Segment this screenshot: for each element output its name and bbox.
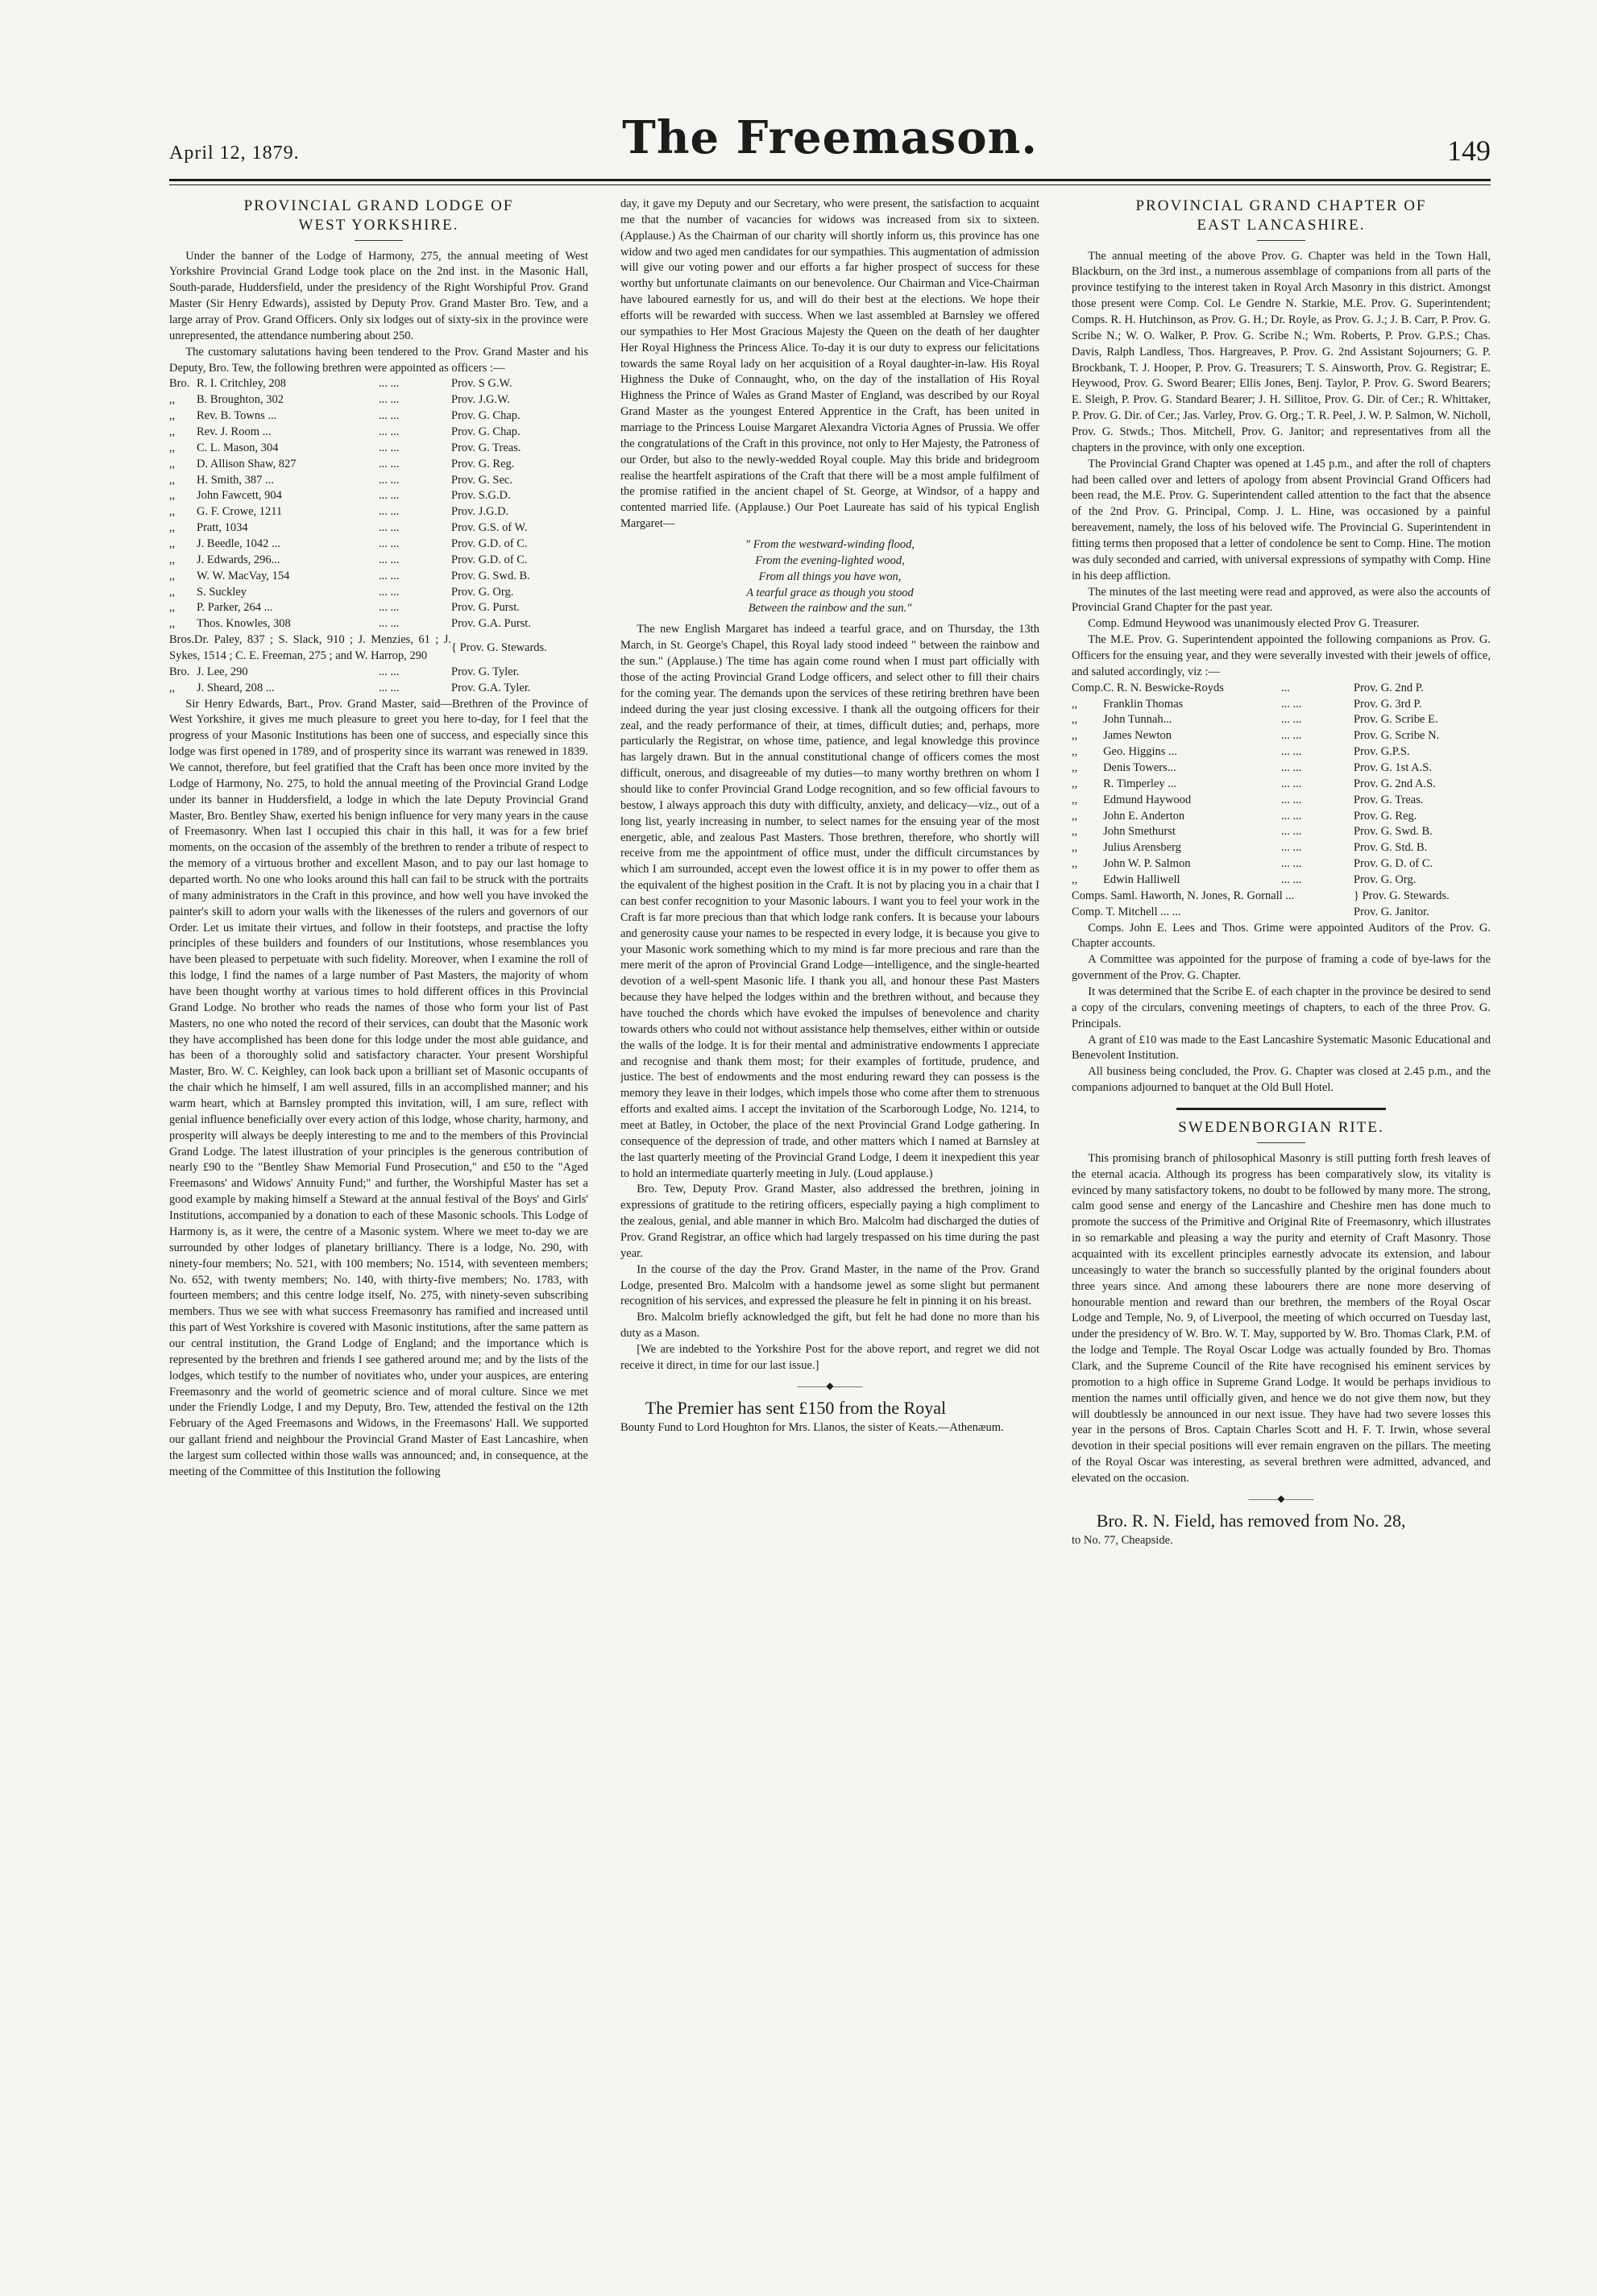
officer-name: P. Parker, 264 ... <box>197 601 273 615</box>
leader-dots: ... ... <box>379 457 400 470</box>
officer-name: J. Beedle, 1042 ... <box>197 537 280 550</box>
column-3 <box>1072 197 1491 2259</box>
officer-prefix: ,, <box>169 425 176 438</box>
officer-name: Julius Arensberg <box>1103 841 1181 855</box>
news-item: to No. 77, Cheapside. <box>1072 1533 1173 1547</box>
leader-dots: ... ... <box>1281 777 1302 790</box>
leader-dots: ... ... <box>379 521 400 535</box>
officer-office: Prov. J.G.D. <box>451 505 509 519</box>
officer-prefix: ,, <box>169 457 176 470</box>
officer-name: J. Edwards, 296... <box>197 553 280 566</box>
table-row <box>169 665 588 681</box>
officer-prefix: ,, <box>1072 825 1078 839</box>
table-row <box>169 392 588 408</box>
officer-office: Prov. G.P.S. <box>1354 745 1410 759</box>
officer-prefix: ,, <box>169 521 176 535</box>
article-heading: SWEDENBORGIAN RITE. <box>1178 1119 1384 1137</box>
article-paragraph: A Committee was appointed for the purpose of framing a code of bye-laws for the government of the Prov. G. Chapter. <box>1072 953 1491 983</box>
table-row <box>1072 728 1491 744</box>
officer-office: Prov. S G.W. <box>451 377 512 391</box>
table-row <box>169 569 588 585</box>
leader-dots: ... ... <box>379 473 400 487</box>
leader-dots: ... ... <box>379 409 400 423</box>
officer-name: C. R. N. Beswicke-Royds <box>1103 681 1224 694</box>
table-row <box>169 488 588 504</box>
table-row <box>169 408 588 425</box>
leader-dots: ... ... <box>379 665 400 678</box>
leader-dots: ... ... <box>379 569 400 582</box>
officer-name: Edwin Halliwell <box>1103 873 1180 887</box>
column-2 <box>620 197 1039 2259</box>
leader-dots: ... ... <box>379 489 400 503</box>
leader-dots: ... ... <box>379 553 400 566</box>
officer-prefix: ,, <box>1072 761 1078 774</box>
speech-paragraph: The new English Margaret has indeed a tearful grace, and on Thursday, the 13th March, in St. George's Chapel, this Royal lady stood indeed " between the rainbow and the sun." (Applause.) The time has again come round when I must part officially with those of the acting Provincial Grand Lodge officers, and select other to fill their chairs for the coming year. The demands upon the services of these retiring brethren have been indeed during the year just closing excessive. I thank all the outgoing officers for their zeal, and the ready performance of their, at times, difficult duties; and, perhaps, more particularly the Registrar, on whose time, patience, and legal knowledge this province has largely drawn. But in the annual constitutional change of officers comes the most difficult, onerous, and disagreeable of my duties—to many worthy brethren on whom I should like to confer Provincial Grand Lodge recognition, and so few official favours to bestow, I always approach this duty with difficulty, anxiety, and delicacy—viz., out of a long list, yearly increasing in number, to select names for the ensuing year of the most energetic, able, and zealous Past Masters. Those brethren, therefore, who shortly will receive from me the appointment of office must, under the difficult circumstances by which I am surrounded, accept even the lowest office it is in my power to offer them as the equivalent of the highest position in the Craft. It is not by placing you in a chair that I can best confer recognition to your Masonic labours. I want you to feel your work in the Craft is far more precious than that which lodge rank confers. It is because your labours and generosity cause your names to be respected in every lodge, it is because you give to your Masonic work something which to my mind is far more precious and rare than the mere merit of the apron of Provincial Grand Lodge—intelligence, and the single-hearted devotion of a well-spent Masonic life. I thank you all, and honour these Past Masters because they have helped the lodges within and the brethren without, and because they have touched the chords which have evoked the impulses of benevolence and charity towards others who could not without assistance help themselves, either within or outside the walls of the lodge. It is for their mental and administrative endowments I appreciate and recognise and thank them most; for their examples of fortitude, prudence, and justice. The best of endowments and the most enduring reward they can possess is the memory they leave in their lodges, which impels those who come after them to strenuous efforts and exalted aims. I accept the invitation of the Scarborough Lodge, No. 1214, to meet at Batley, in October, the place of the next Provincial Grand Lodge gathering. In consequence of the depression of trade, and other matters which I named at Barnsley at the last quarterly meeting of the Provincial Grand Lodge, I deem it inexpedient this year to hold an intermediate quarterly meeting in July. (Loud applause.) <box>620 623 1039 1180</box>
article-paragraph: The annual meeting of the above Prov. G. Chapter was held in the Town Hall, Blackburn, on the 3rd inst., a numerous assemblage of companions from all parts of the province testifying to the interest taken in Royal Arch Masonry in this district. Amongst those present were Comp. Col. Le Gendre N. Starkie, M.E. Prov. G. Superintendent; Comps. R. H. Hutchinson, as Prov. G. H.; Dr. Royle, as Prov. G. J.; J. B. Carr, P. Prov. G. Scribe N.; W. O. Walker, P. Prov. G. Scribe N.; Wm. Roberts, P. Prov. G.P.S.; Chas. Davis, Ralph Landless, Thos. Hargreaves, P. Prov. G. 2nd Assistant Sojourners; G. P. Brockbank, T. J. Hooper, P. Prov. G. Treasurers; T. S. Ainsworth, Prov. G. Registrar; E. Heywood, Prov. G. Sword Bearer; Ellis Jones, Benj. Taylor, P. Prov. G. Sword Bearers; E. Sleigh, P. Prov. G. Standard Bearer; J. H. Sillitoe, Prov. G. Dir. of Cer.; R. Whittaker, P. Prov. G. Dir. of Cer.; Jas. Varley, Prov. G. Org.; T. R. Peel, J. W. P. Salmon, W. Nicholl, Prov. G. Stwds.; Thos. Mitchell, Prov. G. Janitor; and representatives from all the chapters in the province, with only one exception. <box>1072 249 1491 454</box>
officer-name: Franklin Thomas <box>1103 697 1184 711</box>
leader-dots: ... ... <box>1281 841 1302 855</box>
article-heading: PROVINCIAL GRAND CHAPTER OF EAST LANCASHIRE. <box>1135 197 1427 234</box>
article-paragraph: The M.E. Prov. G. Superintendent appointed the following companions as Prov. G. Officers for the ensuing year, and they were severally invested with their jewels of office, and saluted accordingly, viz :— <box>1072 633 1491 678</box>
officer-prefix: ,, <box>1072 793 1078 806</box>
officer-name: Pratt, 1034 <box>197 521 248 535</box>
officer-office: Prov. G.S. of W. <box>451 521 528 535</box>
officer-prefix: ,, <box>1072 777 1078 790</box>
officer-prefix: ,, <box>1072 873 1078 887</box>
officer-name: C. L. Mason, 304 <box>197 441 279 454</box>
officer-office: Prov. G. Scribe N. <box>1354 729 1440 743</box>
leader-dots: ... ... <box>379 441 400 454</box>
officers-table <box>169 376 588 632</box>
officer-name: John Tunnah... <box>1103 713 1172 727</box>
table-row <box>1072 840 1491 856</box>
officer-name: Rev. B. Towns ... <box>197 409 277 423</box>
heading-divider <box>1257 240 1305 241</box>
officer-office: Prov. G. Swd. B. <box>1354 825 1433 839</box>
leader-dots: ... ... <box>379 425 400 438</box>
officer-name: J. Lee, 290 <box>197 665 248 678</box>
officer-prefix: ,, <box>1072 841 1078 855</box>
leader-dots: ... ... <box>379 585 400 599</box>
leader-dots: ... ... <box>379 505 400 519</box>
table-row <box>1072 809 1491 825</box>
stewards-table <box>169 632 588 665</box>
officer-name: G. F. Crowe, 1211 <box>197 505 283 519</box>
leader-dots: ... ... <box>1281 729 1302 743</box>
table-row <box>1072 760 1491 777</box>
officer-prefix: ,, <box>169 537 176 550</box>
officer-prefix: Bro. <box>169 665 190 678</box>
officer-name: John E. Anderton <box>1103 809 1185 823</box>
officer-office: Prov. G. Std. B. <box>1354 841 1428 855</box>
leader-dots: ... ... <box>1281 793 1302 806</box>
officer-office: Prov. G. Reg. <box>451 457 515 470</box>
poem-line: From the evening-lighted wood, <box>755 553 905 567</box>
officer-office: Prov. G. Treas. <box>1354 793 1424 806</box>
article-paragraph: The customary salutations having been tendered to the Prov. Grand Master and his Deputy, Bro. Tew, the following brethren were appointed as officers :— <box>169 345 588 375</box>
table-row <box>169 457 588 473</box>
table-row <box>169 553 588 569</box>
stewards-names: Bros.Dr. Paley, 837 ; S. Slack, 910 ; J. Menzies, 61 ; J. Sykes, 1514 ; C. E. Freeman, 275 ; and W. Harrop, 290 <box>169 633 451 662</box>
table-row <box>169 585 588 601</box>
officer-prefix: ,, <box>169 489 176 503</box>
article-paragraph: Comps. John E. Lees and Thos. Grime were appointed Auditors of the Prov. G. Chapter accounts. <box>1072 921 1491 951</box>
table-row <box>169 473 588 489</box>
table-row <box>1072 872 1491 889</box>
leader-dots: ... ... <box>1281 825 1302 839</box>
masthead-rule-thick <box>169 179 1491 181</box>
table-row <box>169 600 588 616</box>
article-paragraph: All business being concluded, the Prov. G. Chapter was closed at 2.45 p.m., and the companions adjourned to banquet at the Old Bull Hotel. <box>1072 1065 1491 1095</box>
leader-dots: ... ... <box>379 377 400 391</box>
leader-dots: ... ... <box>379 681 400 694</box>
officer-office: Prov. G. 2nd P. <box>1354 681 1424 694</box>
stewards-office: Prov. G. Stewards. <box>1362 889 1450 902</box>
ornament-divider: ———◆——— <box>797 1379 863 1391</box>
officer-office: Prov. G.A. Tyler. <box>451 681 531 694</box>
officer-prefix: ,, <box>169 553 176 566</box>
table-row <box>1072 697 1491 713</box>
article-paragraph: It was determined that the Scribe E. of each chapter in the province be desired to send a copy of the circulars, convening meetings of chapters, to each of the three Prov. G. Principals. <box>1072 985 1491 1030</box>
leader-dots: ... ... <box>1281 713 1302 727</box>
poem-line: From all things you have won, <box>758 570 902 583</box>
officer-name: John Smethurst <box>1103 825 1176 839</box>
officer-prefix: ,, <box>1072 729 1078 743</box>
poem-line: Between the rainbow and the sun." <box>748 602 912 615</box>
newspaper-title: The Freemason. <box>622 111 1038 164</box>
officer-prefix: ,, <box>169 441 176 454</box>
poem-line: " From the westward-winding flood, <box>745 538 915 552</box>
leader-dots: ... ... <box>379 601 400 615</box>
officer-name: S. Suckley <box>197 585 247 599</box>
article-paragraph: Comp. Edmund Heywood was unanimously elected Prov G. Treasurer. <box>1088 617 1420 631</box>
officer-name: Geo. Higgins ... <box>1103 745 1177 759</box>
table-row <box>169 441 588 457</box>
column-1 <box>169 197 588 2259</box>
table-row <box>169 425 588 441</box>
speech-paragraph: day, it gave my Deputy and our Secretary, who were present, the satisfaction to acquaint me that the number of vacancies for widows was increased from six to sixteen. (Applause.) As the Chairman of our charity will shortly inform us, this province has one widow and two aged men candidates for our sympathies. This augmentation of admission will give our voting power and our efforts a far higher prospect of success for these worthy but unfortunate claimants on our benevolence. Our Chairman and Vice-Chairman have laboured earnestly for us, and will do their best at the elections. We hope their efforts will be rewarded with success. When we last assembled at Barnsley we offered our sympathies to Her Most Gracious Majesty the Queen on the death of her daughter Her Royal Highness the Princess Alice. To-day it is our duty to express our felicitations towards the same Royal lady on her acquisition of a Royal daughter-in-law. His Royal Highness the Duke of Connaught, who, on the day of the installation of His Royal Highness the Prince of Wales as Grand Master of England, was described by our Royal Grand Master as the youngest Entered Apprentice in the Craft, has been united in marriage to the Princess Louise Margaret Alexandra Victoria Agnes of Prussia. We offer the congratulations of the Craft in this province, not only to Her Majesty, the Patroness of our Order, but also to the newly-wedded Royal couple. May this bride and bridegroom realise the heartfelt aspirations of the Craft that there will be a most ample fulfilment of the promise ratified in the ancient chapel of St. George, at Windsor, of a happy and contented married life. (Applause.) Our Poet Laureate has said of his typical English Margaret— <box>620 197 1039 531</box>
table-row <box>1072 681 1491 697</box>
officer-office: Prov. G. Purst. <box>451 601 520 615</box>
speech-paragraph: Sir Henry Edwards, Bart., Prov. Grand Master, said—Brethren of the Province of West Yorkshire, it gives me much pleasure to greet you here to-day, for I feel that the progress of your Masonic Institutions has been one of success, and especially since this lodge was first opened in 1789, and of prosperity since its warrant was renewed in 1839. We cannot, therefore, but feel gratified that the Craft has been once more invited by the Lodge of Harmony, No. 275, to hold the annual meeting of the Provincial Grand Lodge under its banner in Huddersfield, a lodge in which the late Deputy Provincial Grand Master, Bro. Bentley Shaw, exerted his benign influence for very many years in the cause of Freemasonry. When last I occupied this chair in this hall, it was for a few brief moments, on the occasion of the assembly of the brethren to render a tribute of respect to the memory of a virtuous brother and excellent Mason, and to pay our last homage to departed worth. No one who looks around this hall can fail to be struck with the portraits of many administrators in the Craft in this province, and how well you have invoked the painter's skill to adorn your walls with the likenesses of the rulers and governors of our Order. Let us imitate their virtues, and follow in their footsteps, and practise the lofty principles of these builders and founders of our Institutions, whose resemblances you have been pleased to perpetuate with such fidelity. Moreover, when I examine the roll of this lodge, I find the names of a large number of Past Masters, the majority of whom have been thought worthy at various times to hold different offices in this Provincial Grand Lodge. No brother who reads the names of those who form your list of Past Masters, no one who noted the record of their services, can doubt that the Masonic work they have accomplished has been done for this lodge under the most able guidance, and has been of a thoroughly solid and satisfactory character. Your present Worshipful Master, Bro. W. C. Keighley, can look back upon a brilliant set of Masonic occupants of the chair which he himself, I am well assured, fills in an accomplished manner; and his warm heart, which at Barnsley prompted this invitation, will, I am sure, reflect with genial influence beneficially over every action of this lodge, whose charity, harmony, and prosperity will always be deeply interesting to me and to the members of this Provincial Grand Lodge. The latest illustration of your principles is the generous contribution of nearly £90 to the "Bentley Shaw Memorial Fund Prosecution," and £50 to the "Aged Freemasons' and Widows' Annuity Fund;" and further, the Worshipful Master has set a good example by making himself a Steward at the annual festival of the Boys' and Girls' Institutions, accompanied by a donation to each of these Masonic schools. This Lodge of Harmony is, as it were, the centre of a Masonic system. Where we meet to-day we are surrounded by other lodges of planetary brilliancy. There is a lodge, No. 290, with ninety-four members; No. 521, with 100 members; No. 1514, with seventeen members; No. 652, with twenty members; No. 140, with thirty-five members; No. 1783, with fourteen members; and this centre lodge itself, No. 275, with ninety-seven subscribing members. Thus we see with what success Freemasonry has ramified and increased until this part of West Yorkshire is covered with Masonic institutions, after the same pattern as our central institution, the Grand Lodge of England; and the importance which is represented by the brethren and friends I see gathered around me; and by the lists of the lodges, which testify to the number of novitiates who, under your auspices, are entering Freemasonry and the world of geometric science and of moral culture. Since we met under the Friendly Lodge, I and my Deputy, Bro. Tew, attended the festival on the 12th February of the Aged Freemasons and Widows, in the Freemasons' Hall. We supported our gallant friend and neighbour the Provincial Grand Master of East Lancashire, when the largest sum collected within those walls was announced; and, in consequence, at the meeting of the Committee of this Institution the following <box>169 697 588 1478</box>
article-paragraph: Bro. Malcolm briefly acknowledged the gift, but felt he had done no more than his duty as a Mason. <box>620 1311 1039 1341</box>
table-row <box>1072 777 1491 793</box>
officer-prefix: ,, <box>1072 697 1078 711</box>
leader-dots: ... ... <box>1281 873 1302 887</box>
officer-prefix: ,, <box>1072 857 1078 871</box>
officer-name: D. Allison Shaw, 827 <box>197 457 297 470</box>
table-row <box>1072 824 1491 840</box>
officer-office: Prov. G. Scribe E. <box>1354 713 1438 727</box>
officer-name: B. Broughton, 302 <box>197 393 284 407</box>
page-number: 149 <box>1447 135 1491 167</box>
officer-office: Prov. G. 3rd P. <box>1354 697 1422 711</box>
officer-office: Prov. G.A. Purst. <box>451 617 531 631</box>
officer-office: Prov. S.G.D. <box>451 489 511 503</box>
table-row <box>1072 905 1491 921</box>
masthead-rule-thin <box>169 184 1491 185</box>
table-row <box>169 537 588 553</box>
article-paragraph: This promising branch of philosophical Masonry is still putting forth fresh leaves of the eternal acacia. Although its progress has been comparatively slow, its vitality is evinced by many satisfactory tokens, no doubt to be followed by many more. The strong, calm good sense and energy of the Lancashire and Cheshire men has done much to promote the success of the Primitive and Original Rite of Freemasonry, which illustrates in so remarkable and pleasing a way the purity and eternity of Craft Masonry. Those acquainted with its excellent principles earnestly advocate its extension, and labour unceasingly to water the branch so successfully planted by the original founders about three years since. And among these labourers there are none more deserving of honourable mention and reward than our brethren, the members of the Royal Oscar Lodge and Temple, No. 9, of Liverpool, the meeting of which occurred on Tuesday last, under the presidency of W. Bro. W. T. May, supported by W. Bro. Thomas Clark, P.M. of the lodge and Temple. The Royal Oscar Lodge was actually founded by Bro. Thomas Clark, and the Supreme Council of the Rite have recognised his eminent services by promotion to a high office in Supreme Grand Lodge. It would be perhaps invidious to mention the names until officially given, and hence we do not give them now, but they will doubtlessly be announced in our next issue. They have had two severe losses this year in the persons of Bros. Captain Charles Scott and H. F. T. Irwin, whose several devotion in their special positions will ever remain engraven on the pillars. The meeting of the Royal Oscar was interesting, as several brethren were admitted, advanced, and elevated on the occasion. <box>1072 1151 1491 1485</box>
officer-name: John Fawcett, 904 <box>197 489 282 503</box>
officer-prefix: ,, <box>169 505 176 519</box>
officers-table <box>1072 681 1491 889</box>
leader-dots: ... ... <box>379 617 400 631</box>
officer-office: Prov. J.G.W. <box>451 393 511 407</box>
officer-office: Prov. G. Reg. <box>1354 809 1417 823</box>
leader-dots: ... <box>1281 681 1290 694</box>
officer-name: James Newton <box>1103 729 1172 743</box>
leader-dots: ... ... <box>1281 761 1302 774</box>
leader-dots: ... ... <box>1281 857 1302 871</box>
officer-office: Prov. G. Org. <box>1354 873 1417 887</box>
officer-name: Rev. J. Room ... <box>197 425 272 438</box>
officer-prefix: ,, <box>1072 713 1078 727</box>
stewards-names: Comps. Saml. Haworth, N. Jones, R. Gornall ... <box>1072 889 1295 902</box>
article-paragraph: The minutes of the last meeting were read and approved, as were also the accounts of Provincial Grand Chapter for the past year. <box>1072 585 1491 615</box>
officer-prefix: Comp. <box>1072 681 1104 694</box>
officer-office: Prov. G. Janitor. <box>1354 905 1429 918</box>
stewards-office: Prov. G. Stewards. <box>459 641 547 655</box>
table-row <box>1072 712 1491 728</box>
officer-prefix: ,, <box>169 585 176 599</box>
officer-name: Edmund Haywood <box>1103 793 1192 806</box>
article-paragraph: In the course of the day the Prov. Grand Master, in the name of the Prov. Grand Lodge, presented Bro. Malcolm with a handsome jewel as some slight but permanent recognition of his services, and expressed the pleasure he felt in pinning it on his breast. <box>620 1262 1039 1308</box>
table-row <box>169 681 588 697</box>
news-item-lead: The Premier has sent £150 from the Royal <box>645 1398 947 1419</box>
news-item: Bounty Fund to Lord Houghton for Mrs. Llanos, the sister of Keats.—Athenæum. <box>620 1420 1004 1434</box>
news-item-lead: Bro. R. N. Field, has removed from No. 28, <box>1096 1511 1406 1531</box>
ornament-divider: ———◆——— <box>1248 1492 1314 1504</box>
officer-name: R. I. Critchley, 208 <box>197 377 287 391</box>
table-row <box>1072 744 1491 760</box>
poem-quotation <box>620 537 1039 617</box>
poem-line: A tearful grace as though you stood <box>746 586 914 599</box>
article-paragraph: Bro. Tew, Deputy Prov. Grand Master, also addressed the brethren, joining in expressions of gratitude to the retiring officers, especially paying a high compliment to the zealous, genial, and able manner in which Bro. Malcolm had discharged the duties of Prov. Grand Registrar, an office which had largely trespassed on his time during the past year. <box>620 1183 1039 1260</box>
officer-name: W. W. MacVay, 154 <box>197 569 290 582</box>
officer-office: Prov. G. Chap. <box>451 409 521 423</box>
stewards-table <box>1072 889 1491 921</box>
officer-office: Prov. G. Treas. <box>451 441 521 454</box>
officer-office: Prov. G. 1st A.S. <box>1354 761 1432 774</box>
heading-divider <box>1257 1142 1305 1143</box>
officer-office: Prov. G. 2nd A.S. <box>1354 777 1436 790</box>
officer-prefix: ,, <box>169 569 176 582</box>
leader-dots: ... ... <box>1281 697 1302 711</box>
officer-office: Prov. G. D. of C. <box>1354 857 1433 871</box>
officer-name: H. Smith, 387 ... <box>197 473 274 487</box>
officer-prefix: ,, <box>1072 809 1078 823</box>
officer-prefix: ,, <box>169 601 176 615</box>
officer-office: Prov. G.D. of C. <box>451 537 528 550</box>
officer-name: John W. P. Salmon <box>1103 857 1191 871</box>
leader-dots: ... ... <box>379 393 400 407</box>
officer-prefix: ,, <box>1072 745 1078 759</box>
table-row <box>1072 793 1491 809</box>
masthead <box>169 111 1491 176</box>
officer-name: R. Timperley ... <box>1103 777 1177 790</box>
officer-name: J. Sheard, 208 ... <box>197 681 275 694</box>
leader-dots: ... ... <box>1281 809 1302 823</box>
table-row: Bros.Dr. Paley, 837 ; S. Slack, 910 ; J. Menzies, 61 ; J. Sykes, 1514 ; C. E. Freeman, 275 ; and W. Harrop, 290 { Prov. G. Stewards. <box>169 632 588 665</box>
table-row <box>169 376 588 392</box>
issue-date: April 12, 1879. <box>169 143 300 164</box>
officer-name: Comp. T. Mitchell ... ... <box>1072 905 1181 918</box>
editor-note: [We are indebted to the Yorkshire Post for the above report, and regret we did not receive it direct, in time for our last issue.] <box>620 1343 1039 1372</box>
officer-prefix: ,, <box>169 681 176 694</box>
article-paragraph: Under the banner of the Lodge of Harmony, 275, the annual meeting of West Yorkshire Provincial Grand Lodge took place on the 2nd inst. in the Masonic Hall, South-parade, Huddersfield, under the presidency of the Right Worshipful Prov. Grand Master (Sir Henry Edwards), assisted by Deputy Prov. Grand Master Bro. Tew, and a large array of Prov. Grand Officers. Only six lodges out of sixty-six in the province were unrepresented, the attendance numbering about 250. <box>169 249 588 342</box>
officer-office: Prov. G. Org. <box>451 585 514 599</box>
table-row: Comps. Saml. Haworth, N. Jones, R. Gornall ... } Prov. G. Stewards. <box>1072 889 1491 905</box>
officer-prefix: ,, <box>169 473 176 487</box>
heading-divider <box>355 240 403 241</box>
officer-office: Prov. G. Swd. B. <box>451 569 530 582</box>
officer-office: Prov. G. Tyler. <box>451 665 520 678</box>
article-paragraph: A grant of £10 was made to the East Lancashire Systematic Masonic Educational and Benevolent Institution. <box>1072 1033 1491 1063</box>
leader-dots: ... ... <box>379 537 400 550</box>
officer-prefix: ,, <box>169 617 176 631</box>
table-row <box>169 520 588 537</box>
table-row <box>169 616 588 632</box>
leader-dots: ... ... <box>1281 745 1302 759</box>
officer-office: Prov. G.D. of C. <box>451 553 528 566</box>
officer-prefix: ,, <box>169 409 176 423</box>
table-row <box>169 504 588 520</box>
section-rule <box>1176 1108 1386 1110</box>
officer-name: Thos. Knowles, 308 <box>197 617 291 631</box>
article-heading: PROVINCIAL GRAND LODGE OF WEST YORKSHIRE. <box>243 197 514 234</box>
officer-office: Prov. G. Chap. <box>451 425 521 438</box>
officer-office: Prov. G. Sec. <box>451 473 512 487</box>
officer-prefix: Bro. <box>169 377 190 391</box>
officers-table-tail <box>169 665 588 697</box>
table-row <box>1072 856 1491 872</box>
officer-prefix: ,, <box>169 393 176 407</box>
article-paragraph: The Provincial Grand Chapter was opened at 1.45 p.m., and after the roll of chapters had been called over and letters of apology from absent Provincial Grand Officers had been read, the M.E. Prov. G. Superintendent called attention to the fact that the absence of the 2nd Prov. G. Principal, Comp. J. L. Hine, was occasioned by a painful bereavement, namely, the loss of his beloved wife. The Provincial G. Superintendent in fitting terms then proposed that a letter of condolence be sent to Comp. Hine. The motion was duly seconded and carried, with universal expressions of sympathy with Comp. Hine in his deep affliction. <box>1072 457 1491 582</box>
officer-name: Denis Towers... <box>1103 761 1176 774</box>
